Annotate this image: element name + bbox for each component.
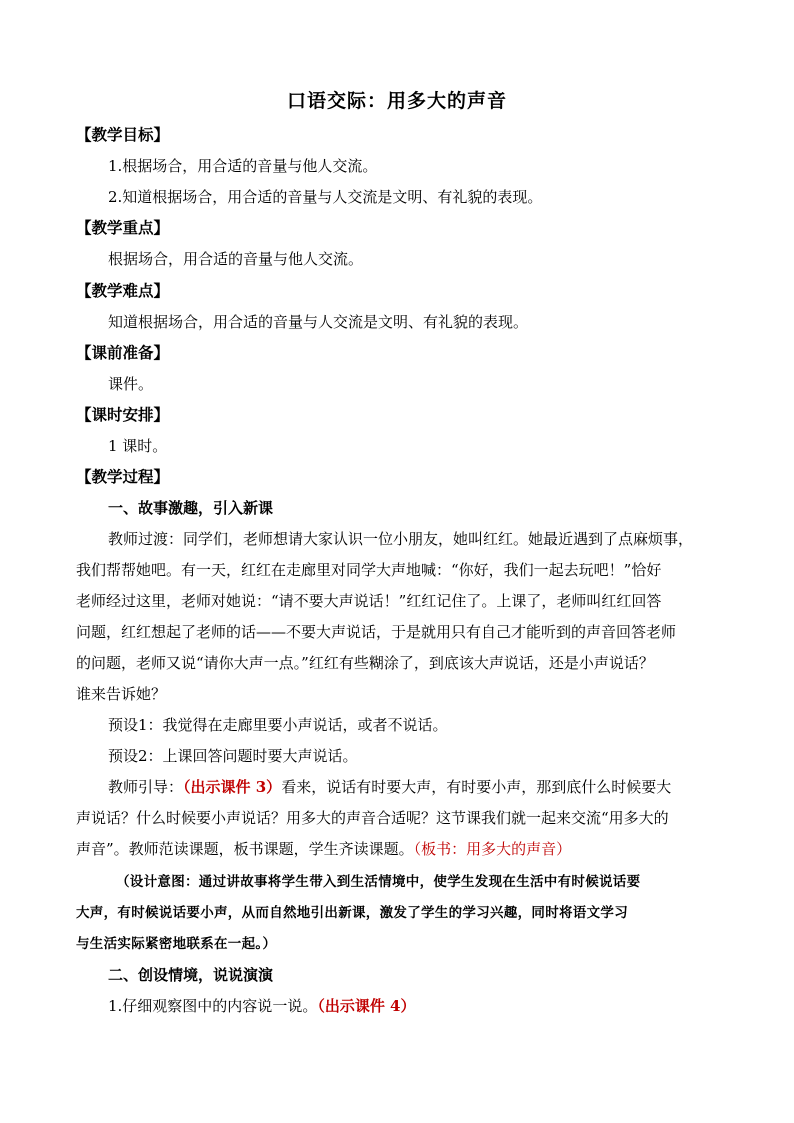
heading-preparation: 【课前准备】 (76, 343, 170, 362)
subheading-scenario: 二、创设情境，说说演演 (108, 966, 274, 984)
difficulties-text: 知道根据场合，用合适的音量与人交流是文明、有礼貌的表现。 (108, 313, 529, 331)
heading-difficulties: 【教学难点】 (76, 281, 170, 300)
guide-label: 教师引导： (108, 778, 184, 796)
guide-line-2: 声说话？什么时候要小声说话？用多大的声音合适呢？这节课我们就一起来交流“用多大的 (76, 809, 669, 827)
slide-ref-4: （出示课件 4） (317, 997, 416, 1015)
board-note: （板书：用多大的声音） (413, 840, 572, 858)
slide-ref-3: （出示课件 3） (183, 778, 282, 796)
story-line: 老师经过这里，老师对她说：“请不要大声说话！”红红记住了。上课了，老师叫红红回答 (76, 592, 662, 610)
guide-text: 声音”。教师范读课题，板书课题，学生齐读课题。 (76, 840, 414, 858)
story-line: 问题，红红想起了老师的话——不要大声说话，于是就用只有自己才能听到的声音回答老师 (76, 623, 677, 641)
guide-line-3 (76, 839, 571, 859)
story-line: 谁来告诉她？ (76, 685, 167, 703)
story-line: 教师过渡：同学们，老师想请大家认识一位小朋友，她叫红红。她最近遇到了点麻烦事， (108, 530, 694, 548)
preparation-text: 课件。 (108, 375, 154, 393)
design-intent-line: 与生活实际紧密地联系在一起。） (76, 936, 277, 952)
design-intent-line: 大声，有时候说话要小声，从而自然地引出新课，激发了学生的学习兴趣，同时将语文学习 (76, 905, 628, 921)
key-points-text: 根据场合，用合适的音量与他人交流。 (108, 250, 364, 268)
heading-process: 【教学过程】 (76, 467, 170, 486)
heading-teaching-goals: 【教学目标】 (76, 125, 170, 144)
preset-2: 预设2：上课回答问题时要大声说话。 (108, 747, 358, 765)
story-line: 的问题，老师又说“请你大声一点。”红红有些糊涂了，到底该大声说话，还是小声说话？ (76, 654, 654, 672)
schedule-text: 1 课时。 (108, 437, 168, 455)
guide-line-1 (108, 777, 671, 797)
preset-1: 预设1：我觉得在走廊里要小声说话，或者不说话。 (108, 716, 448, 734)
goal-item-1: 1.根据场合，用合适的音量与他人交流。 (108, 157, 378, 175)
heading-key-points: 【教学重点】 (76, 218, 170, 237)
subheading-story: 一、故事激趣，引入新课 (108, 499, 274, 517)
heading-schedule: 【课时安排】 (76, 405, 170, 424)
story-line: 我们帮帮她吧。有一天，红红在走廊里对同学大声地喊：“你好，我们一起去玩吧！”恰好 (76, 561, 662, 579)
observe-line (108, 996, 416, 1016)
goal-item-2: 2.知道根据场合，用合适的音量与人交流是文明、有礼貌的表现。 (108, 188, 543, 206)
page-title: 口语交际：用多大的声音 (286, 90, 507, 112)
observe-text: 1.仔细观察图中的内容说一说。 (108, 997, 318, 1015)
guide-text: 看来，说话有时要大声，有时要小声，那到底什么时候要大 (281, 778, 672, 796)
design-intent-line: （设计意图：通过讲故事将学生带入到生活情境中，使学生发现在生活中有时候说话要 (116, 874, 641, 890)
